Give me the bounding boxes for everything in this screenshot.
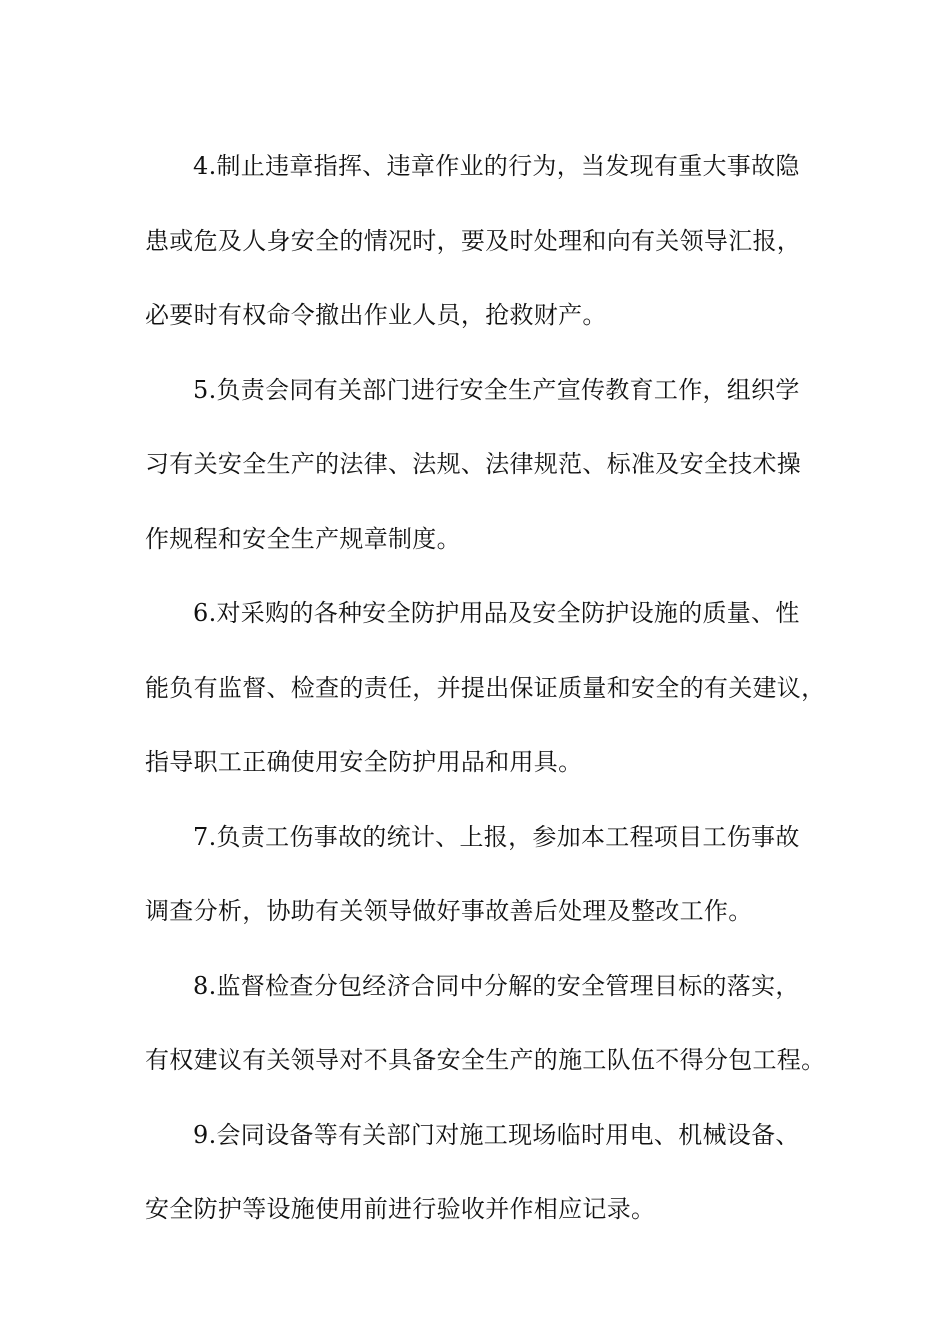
paragraph-line: 7.负责工伤事故的统计、上报，参加本工程项目工伤事故 — [193, 822, 800, 851]
paragraph-line: 安全防护等设施使用前进行验收并作相应记录。 — [145, 1195, 656, 1223]
paragraph-item-6 — [145, 576, 825, 800]
paragraph-item-9 — [145, 1098, 825, 1247]
paragraph-line: 必要时有权命令撤出作业人员，抢救财产。 — [145, 301, 607, 329]
paragraph-line: 指导职工正确使用安全防护用品和用具。 — [145, 748, 583, 776]
paragraph-item-7 — [145, 800, 825, 949]
paragraph-line: 8.监督检查分包经济合同中分解的安全管理目标的落实， — [193, 971, 800, 1000]
paragraph-line: 4.制止违章指挥、违章作业的行为，当发现有重大事故隐 — [193, 152, 800, 180]
paragraph-item-5 — [145, 353, 825, 577]
paragraph-item-4 — [145, 129, 825, 353]
paragraph-line: 5.负责会同有关部门进行安全生产宣传教育工作，组织学 — [193, 375, 800, 404]
paragraph-line: 有权建议有关领导对不具备安全生产的施工队伍不得分包工程。 — [145, 1046, 826, 1074]
paragraph-line: 6.对采购的各种安全防护用品及安全防护设施的质量、性 — [193, 599, 800, 627]
paragraph-line: 调查分析，协助有关领导做好事故善后处理及整改工作。 — [145, 897, 753, 925]
paragraph-line: 患或危及人身安全的情况时，要及时处理和向有关领导汇报， — [145, 226, 802, 255]
document-body — [145, 129, 825, 1247]
paragraph-line: 习有关安全生产的法律、法规、法律规范、标准及安全技术操 — [145, 450, 802, 478]
paragraph-line: 作规程和安全生产规章制度。 — [145, 524, 461, 553]
paragraph-line: 能负有监督、检查的责任，并提出保证质量和安全的有关建议， — [145, 673, 826, 702]
paragraph-item-8 — [145, 949, 825, 1098]
paragraph-line: 9.会同设备等有关部门对施工现场临时用电、机械设备、 — [193, 1120, 800, 1149]
